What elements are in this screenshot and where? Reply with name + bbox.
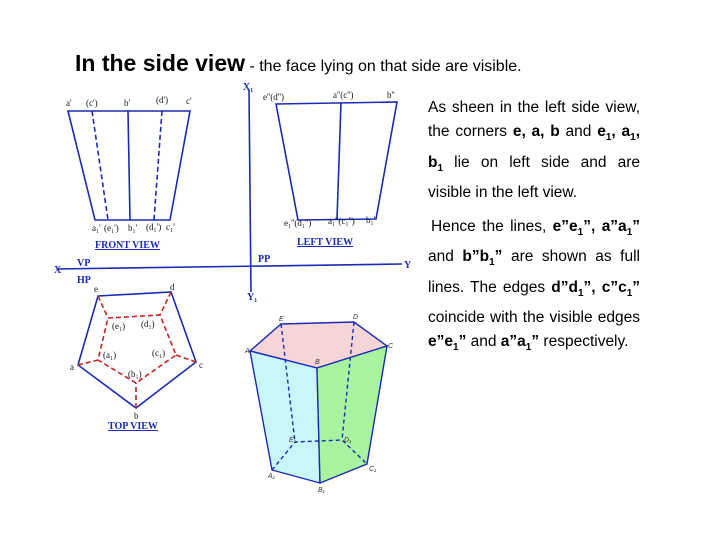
x1-label: X₁	[243, 82, 254, 93]
bold-text: a”a	[500, 333, 526, 351]
tv-label-c: c	[199, 360, 203, 370]
explanation-paragraph-1	[428, 96, 640, 205]
text-run: coincide with the visible edges	[428, 308, 640, 326]
tv-label-a: a	[70, 362, 74, 372]
bold-text: e”e	[552, 218, 578, 235]
fv-label-b1: b₁'	[128, 223, 138, 233]
iso-label-E: E	[279, 316, 284, 323]
text-run: respectively.	[539, 333, 629, 351]
subscript: 1	[626, 227, 633, 239]
bold-text: ”	[632, 278, 641, 296]
fv-label-d-hidden: (d')	[156, 95, 169, 105]
fv-label-a: a'	[66, 98, 72, 108]
bold-text: ”	[531, 333, 540, 351]
bold-text: ”	[632, 218, 640, 235]
bold-text: ”,	[583, 278, 596, 296]
text-run: and	[466, 333, 501, 351]
iso-label-D1: D₁	[344, 437, 352, 444]
iso-label-E1: E₁	[289, 437, 296, 444]
lv-label-b1: b₁''	[366, 215, 377, 225]
top-view	[78, 292, 196, 408]
bold-run	[500, 333, 540, 354]
bold-text: , b	[428, 123, 640, 171]
bold-run	[601, 218, 640, 239]
bold-text: ”	[494, 248, 503, 266]
text-run: As sheen in the left side view, the corners	[428, 99, 640, 141]
iso-label-A: A	[245, 348, 250, 355]
tv-label-e1: (e₁)	[112, 321, 126, 331]
lv-label-a1-c1: a₁''(c₁'')	[328, 216, 355, 226]
title-bold: In the side view	[75, 50, 245, 76]
tv-label-d1: (d₁)	[141, 319, 155, 329]
tv-label-b1: (b₁)	[128, 369, 142, 379]
y1-label: Y₁	[247, 292, 258, 303]
text-run: and	[559, 123, 598, 141]
left-view	[276, 102, 397, 220]
x-label: X	[54, 265, 62, 276]
y-label: Y	[404, 260, 412, 271]
subscript: 1	[577, 227, 584, 239]
top-view-caption: TOP VIEW	[108, 421, 158, 432]
pp-label: PP	[258, 254, 271, 265]
tv-label-d: d	[170, 282, 175, 292]
isometric-prism	[250, 322, 387, 483]
iso-label-B: B	[315, 359, 320, 366]
tv-label-c1: (c₁)	[152, 348, 166, 358]
bold-text: e	[597, 123, 606, 141]
fv-label-e1-hidden: (e₁')	[104, 223, 119, 233]
iso-label-B1: B₁	[318, 487, 325, 494]
x1y1-reference-line	[249, 90, 251, 292]
fv-label-b: b'	[124, 98, 131, 108]
text-run: lie on left side and are visible in the left view.	[428, 153, 640, 201]
left-view-caption: LEFT VIEW	[297, 237, 354, 248]
subscript: 1	[605, 132, 612, 144]
iso-label-C1: C₁	[369, 466, 377, 473]
iso-label-C: C	[388, 343, 394, 350]
subscript: 1	[437, 162, 444, 174]
bold-text: , a	[611, 123, 631, 141]
subscript: 1	[577, 287, 584, 299]
tv-label-b: b	[134, 411, 139, 421]
fv-label-c1: c₁'	[166, 222, 175, 232]
fv-label-c: c'	[186, 96, 192, 106]
hp-label: HP	[77, 275, 91, 286]
tv-label-e: e	[94, 284, 98, 294]
subscript: 1	[525, 342, 532, 354]
text-run: and	[428, 248, 463, 266]
bold-text: d”d	[551, 278, 578, 296]
explanation-text	[428, 96, 640, 360]
bold-text: c”c	[601, 278, 627, 296]
bold-run	[601, 278, 641, 299]
fv-label-c-hidden: (c')	[86, 98, 98, 108]
bold-run: e, a, b	[512, 123, 560, 141]
bold-run	[462, 248, 503, 269]
fv-label-d1-hidden: (d₁')	[146, 222, 162, 232]
bold-run	[428, 333, 467, 354]
subscript: 1	[489, 257, 495, 269]
xy-reference-line	[57, 264, 402, 269]
iso-label-D: D	[353, 314, 359, 321]
text-run: are shown as full lines. The edges	[428, 248, 641, 296]
bold-run	[551, 278, 596, 299]
explanation-paragraph-2	[428, 215, 640, 360]
lv-label-a-c: a''(c'')	[333, 90, 354, 100]
front-view-caption: FRONT VIEW	[95, 240, 160, 251]
bold-run	[552, 218, 596, 239]
iso-label-A1: A₁	[268, 473, 275, 480]
subscript: 1	[626, 287, 633, 299]
title-rest: - the face lying on that side are visible.	[245, 58, 522, 75]
tv-label-a1: (a₁)	[103, 350, 117, 360]
lv-label-b: b''	[387, 90, 395, 100]
bold-text: a”a	[601, 218, 627, 235]
bold-text: ”	[458, 333, 467, 351]
bold-text: e”e	[428, 333, 453, 351]
text-run: Hence the lines,	[431, 218, 553, 235]
subscript: 1	[630, 132, 636, 144]
lv-label-e1-d1: e₁''(d₁'')	[284, 218, 312, 228]
bold-text: b”b	[462, 248, 490, 266]
lv-label-e-d: e''(d'')	[263, 92, 284, 102]
bold-text: ”,	[583, 218, 596, 235]
front-view	[68, 111, 190, 220]
subscript: 1	[453, 342, 459, 354]
vp-label: VP	[77, 258, 91, 269]
fv-label-a1: a₁'	[92, 223, 101, 233]
